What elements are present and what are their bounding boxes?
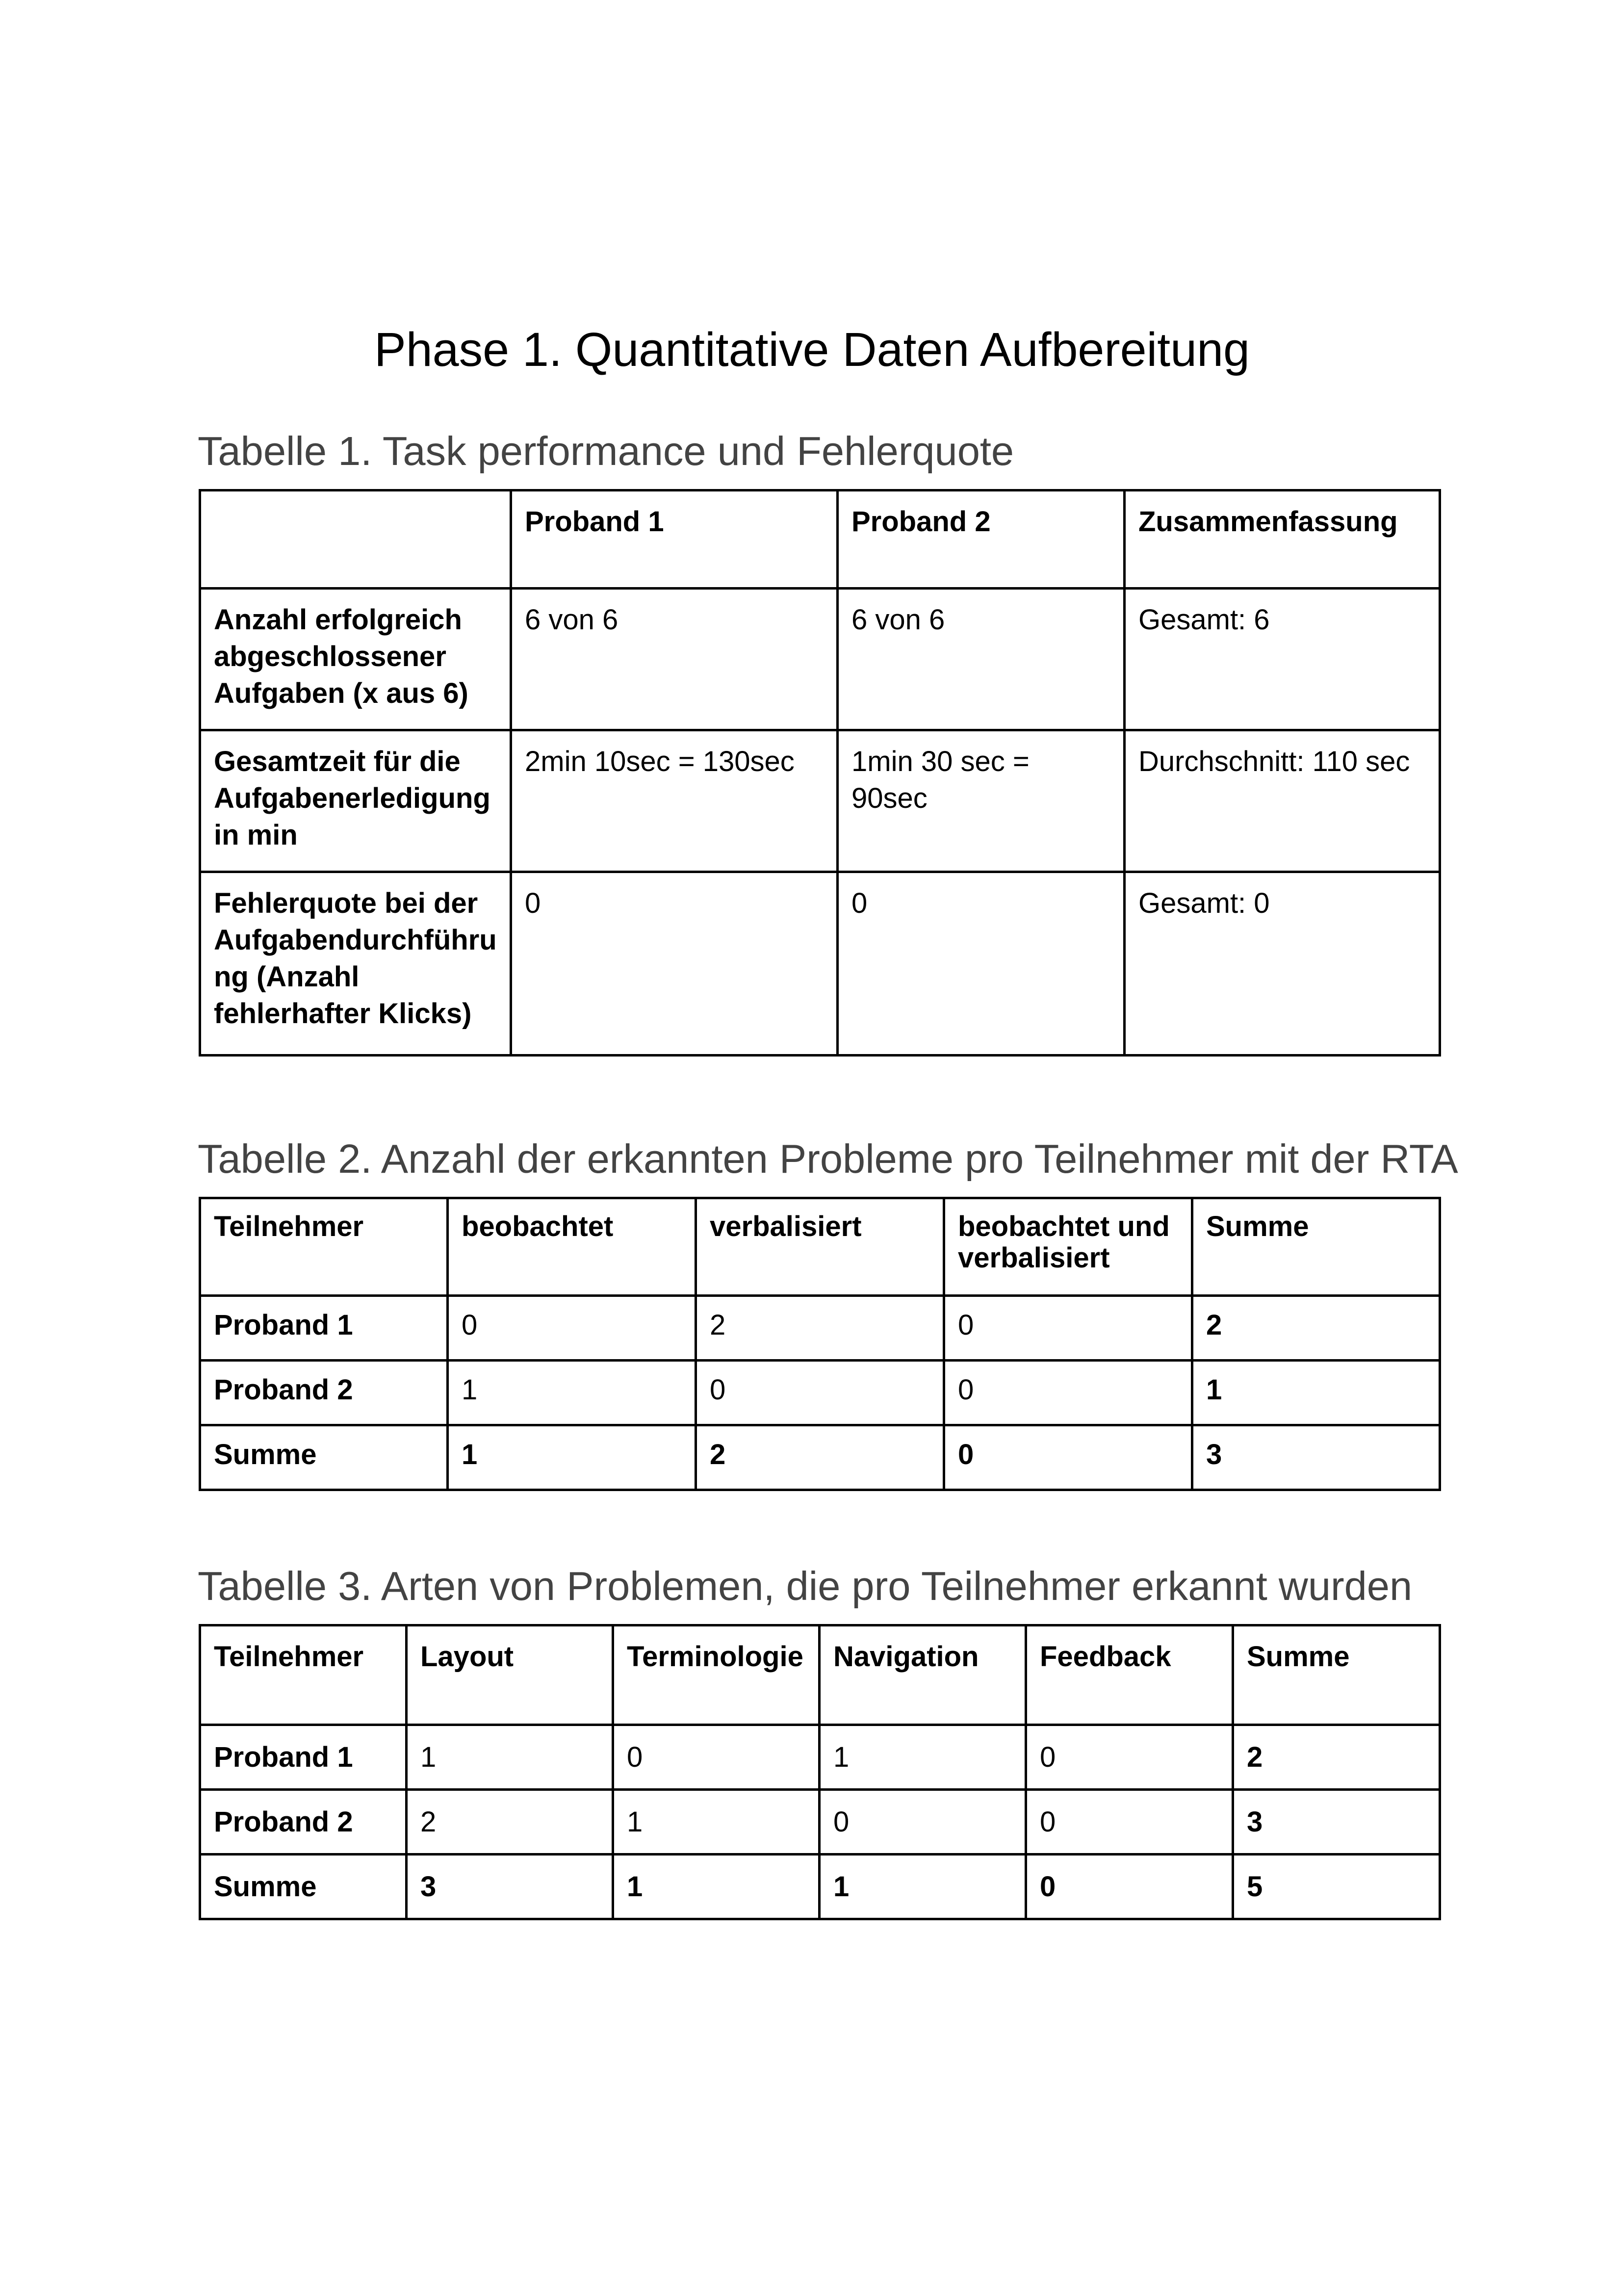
table-header-row	[200, 1198, 1440, 1296]
task-performance-table	[199, 489, 1441, 1057]
table-cell: 0	[944, 1361, 1192, 1425]
row-label-cell: Proband 2	[200, 1790, 407, 1855]
header-cell: Layout	[407, 1625, 613, 1725]
table-header-row	[200, 1625, 1440, 1725]
header-cell: beobachtet und verbalisiert	[944, 1198, 1192, 1296]
header-cell: Terminologie	[613, 1625, 820, 1725]
header-cell: Summe	[1233, 1625, 1440, 1725]
sum-cell: 3	[1233, 1790, 1440, 1855]
header-cell: Teilnehmer	[200, 1198, 448, 1296]
table-row	[200, 1425, 1440, 1490]
table-row	[200, 589, 1440, 730]
row-label-cell: Fehlerquote bei der Aufgabendurchführung (Anzahl fehlerhafter Klicks)	[200, 872, 511, 1056]
header-cell: Summe	[1192, 1198, 1440, 1296]
header-cell: beobachtet	[448, 1198, 696, 1296]
table-cell: 0	[613, 1725, 820, 1790]
problem-types-table	[199, 1624, 1441, 1920]
table-2-caption: Tabelle 2. Anzahl der erkannten Probleme pro Teilnehmer mit der RTA	[198, 1136, 1458, 1182]
sum-cell: 1	[448, 1425, 696, 1490]
sum-cell: 2	[696, 1425, 944, 1490]
sum-cell: 1	[613, 1855, 820, 1919]
table-3-caption: Tabelle 3. Arten von Problemen, die pro Teilnehmer erkannt wurden	[198, 1563, 1413, 1609]
sum-cell: 0	[1026, 1855, 1233, 1919]
row-label-cell: Summe	[200, 1425, 448, 1490]
header-cell: Proband 1	[511, 490, 838, 589]
table-row	[200, 1361, 1440, 1425]
table-row	[200, 1790, 1440, 1855]
row-label-cell: Gesamtzeit für die Aufgabenerledigung in min	[200, 730, 511, 872]
table-cell: 0	[1026, 1725, 1233, 1790]
sum-cell: 1	[820, 1855, 1026, 1919]
table-cell: 6 von 6	[511, 589, 838, 730]
sum-cell: 0	[944, 1425, 1192, 1490]
problems-per-participant-table	[199, 1197, 1441, 1491]
table-cell: 0	[838, 872, 1125, 1056]
table-cell: 0	[1026, 1790, 1233, 1855]
page-title: Phase 1. Quantitative Daten Aufbereitung	[374, 323, 1250, 376]
sum-cell: 1	[1192, 1361, 1440, 1425]
sum-cell: 3	[407, 1855, 613, 1919]
table-cell: 6 von 6	[838, 589, 1125, 730]
table-row	[200, 730, 1440, 872]
table-cell: Gesamt: 0	[1125, 872, 1440, 1056]
table-cell: 2	[696, 1296, 944, 1361]
table-cell: 2min 10sec = 130sec	[511, 730, 838, 872]
table-cell: Durchschnitt: 110 sec	[1125, 730, 1440, 872]
table-row	[200, 1855, 1440, 1919]
row-label-cell: Proband 1	[200, 1296, 448, 1361]
table-cell: 0	[696, 1361, 944, 1425]
header-cell: Teilnehmer	[200, 1625, 407, 1725]
table-cell: 0	[511, 872, 838, 1056]
table-cell: 0	[448, 1296, 696, 1361]
row-label-cell: Proband 2	[200, 1361, 448, 1425]
table-cell: 0	[820, 1790, 1026, 1855]
table-cell: 1	[613, 1790, 820, 1855]
table-cell: Gesamt: 6	[1125, 589, 1440, 730]
sum-cell: 3	[1192, 1425, 1440, 1490]
header-cell: Navigation	[820, 1625, 1026, 1725]
table-cell: 1min 30 sec = 90sec	[838, 730, 1125, 872]
row-label-cell: Summe	[200, 1855, 407, 1919]
table-1-caption: Tabelle 1. Task performance und Fehlerquote	[198, 428, 1014, 474]
table-cell: 0	[944, 1296, 1192, 1361]
table-row	[200, 1725, 1440, 1790]
sum-cell: 2	[1192, 1296, 1440, 1361]
table-row	[200, 872, 1440, 1056]
row-label-cell: Proband 1	[200, 1725, 407, 1790]
table-cell: 1	[820, 1725, 1026, 1790]
table-cell: 1	[407, 1725, 613, 1790]
table-header-row	[200, 490, 1440, 589]
row-label-cell: Anzahl erfolgreich abgeschlossener Aufgaben (x aus 6)	[200, 589, 511, 730]
table-cell: 1	[448, 1361, 696, 1425]
header-cell: verbalisiert	[696, 1198, 944, 1296]
header-cell: Feedback	[1026, 1625, 1233, 1725]
table-cell: 2	[407, 1790, 613, 1855]
table-row	[200, 1296, 1440, 1361]
sum-cell: 2	[1233, 1725, 1440, 1790]
header-cell: Proband 2	[838, 490, 1125, 589]
sum-cell: 5	[1233, 1855, 1440, 1919]
header-cell: Zusammenfassung	[1125, 490, 1440, 589]
header-cell	[200, 490, 511, 589]
